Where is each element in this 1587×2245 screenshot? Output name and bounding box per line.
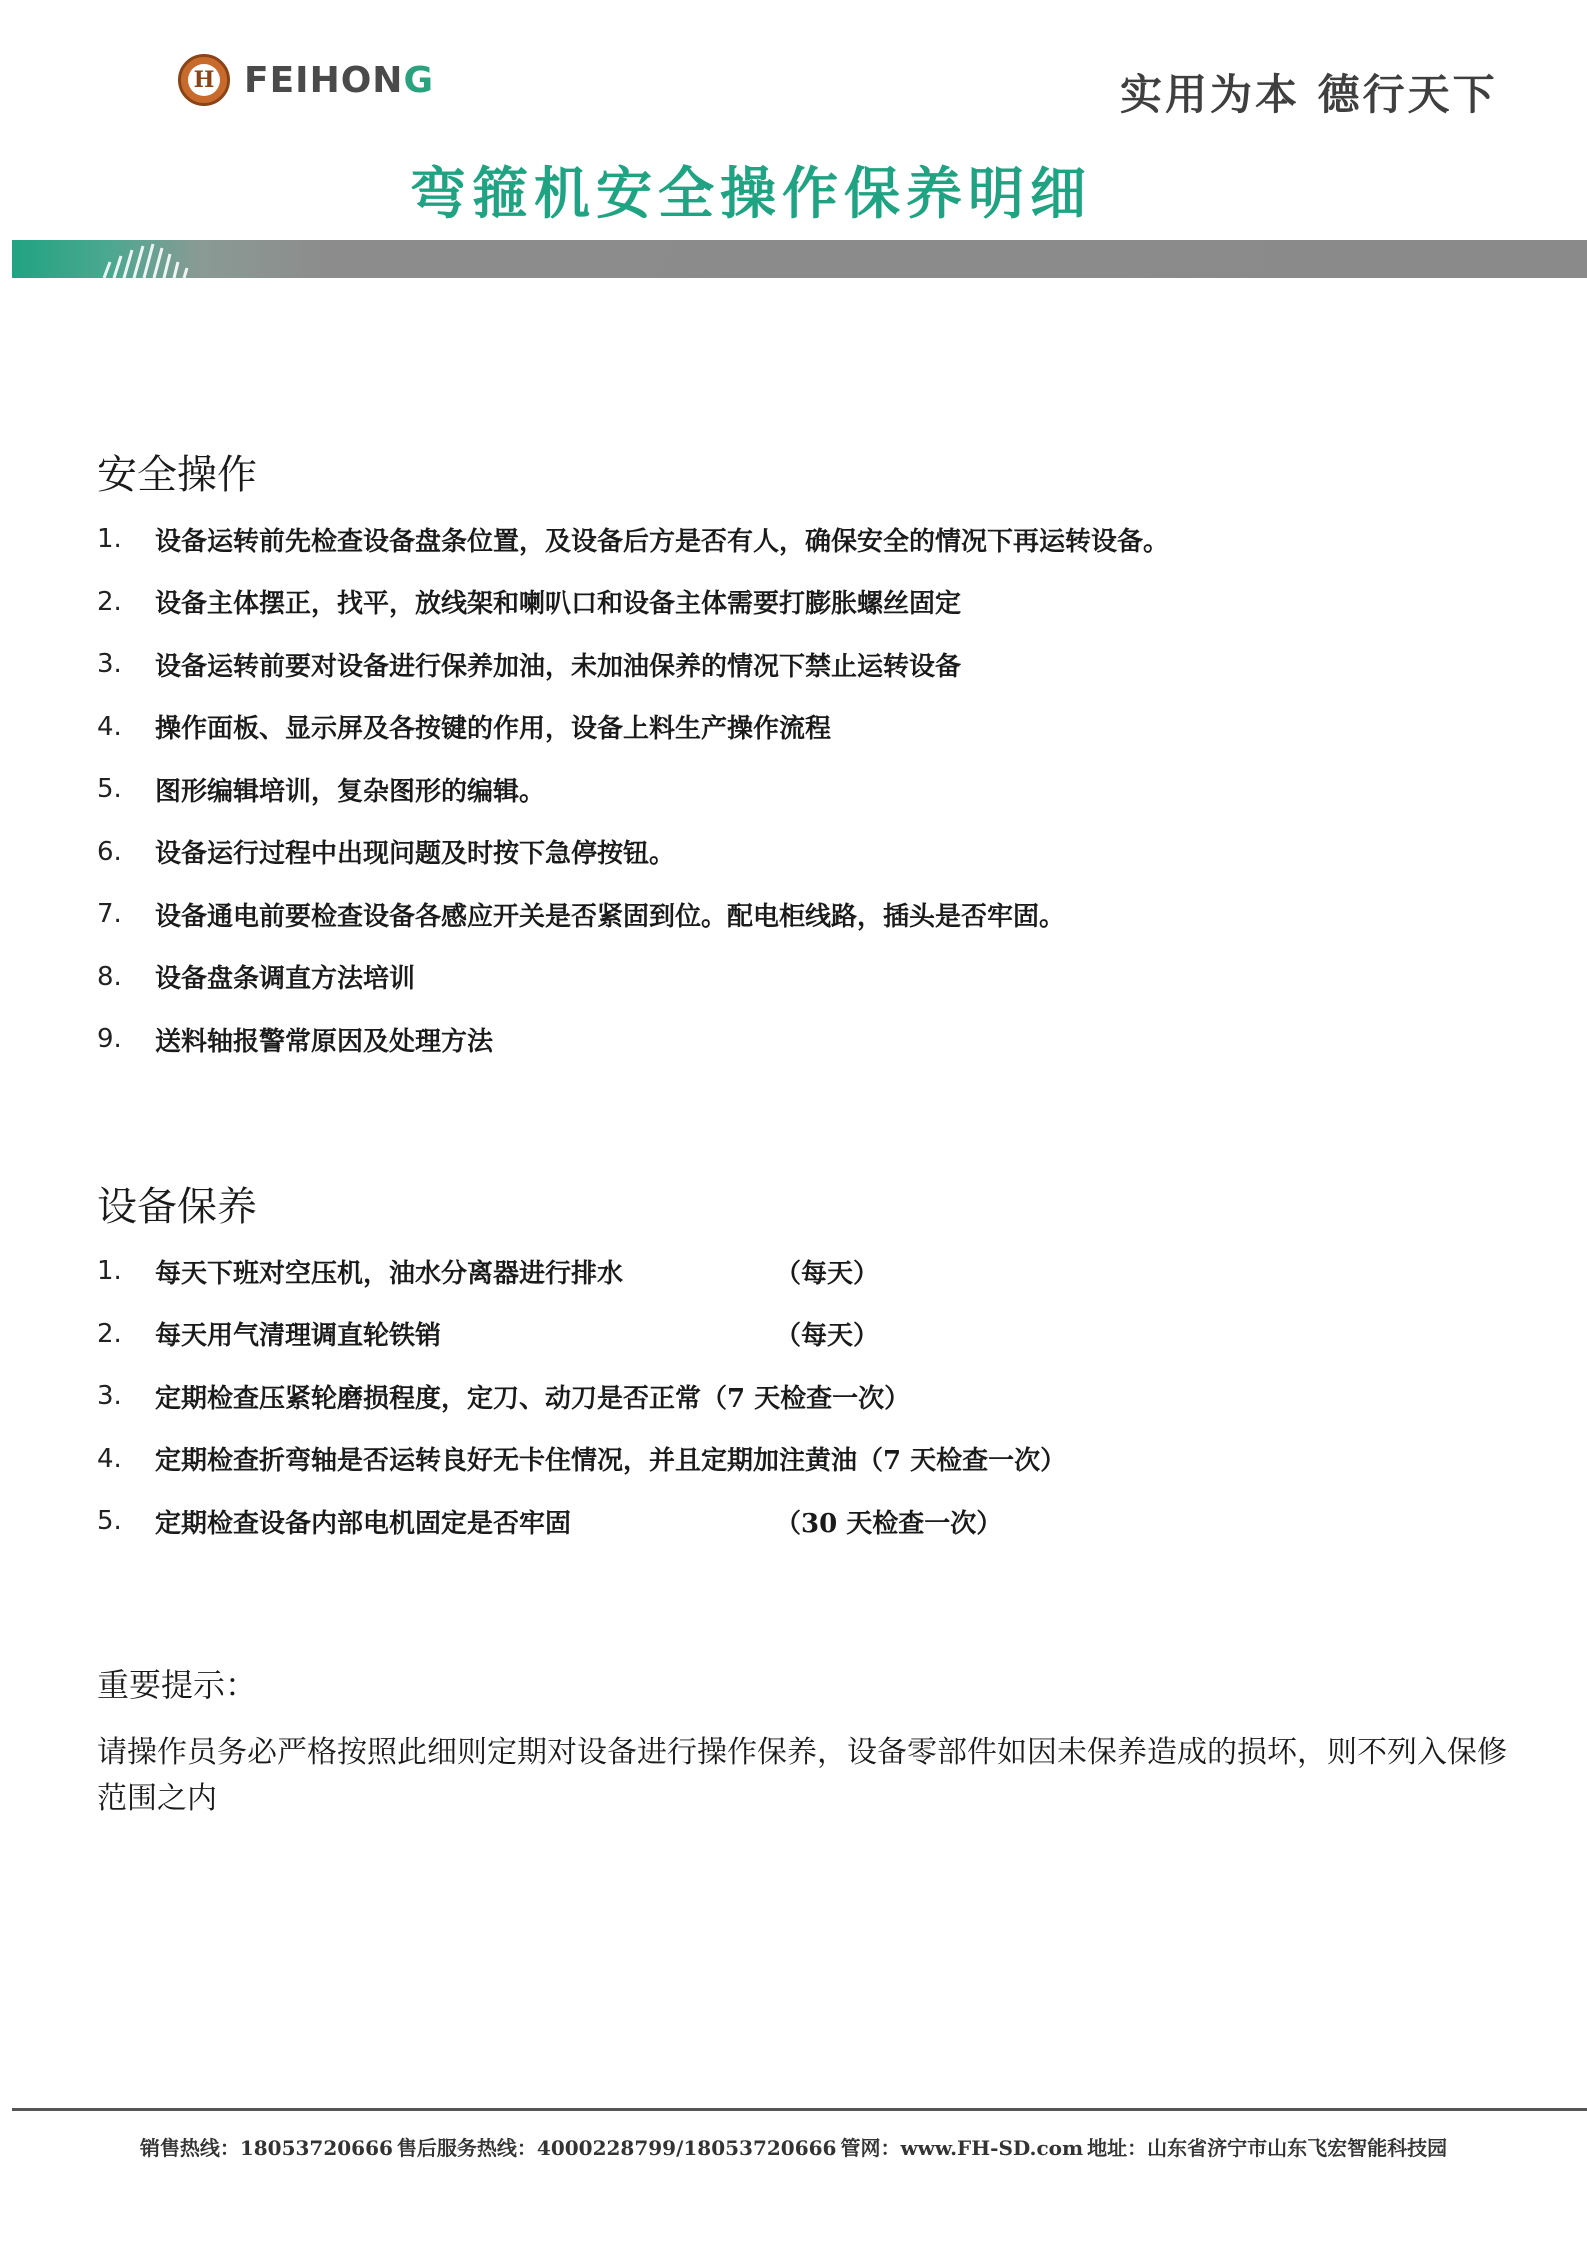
- item-text: 每天下班对空压机，油水分离器进行排水: [155, 1258, 624, 1289]
- list-item: [97, 1240, 1066, 1303]
- list-item: [97, 571, 1169, 634]
- item-number: 3.: [97, 1381, 122, 1412]
- item-number: 1.: [97, 1256, 122, 1287]
- maintenance-heading: 设备保养: [97, 1184, 257, 1230]
- list-item: [97, 1303, 1066, 1366]
- company-slogan: 实用为本 德行天下: [1120, 70, 1498, 119]
- item-number: 2.: [97, 586, 122, 617]
- footer-website: 管网：www.FH-SD.com: [840, 2136, 1084, 2160]
- list-item: [97, 946, 1169, 1009]
- item-text: 送料轴报警常原因及处理方法: [155, 1026, 494, 1057]
- item-text: 定期检查设备内部电机固定是否牢固: [155, 1508, 572, 1539]
- logo-emblem-letter: H: [188, 64, 220, 96]
- item-frequency: （7 天检查一次）: [701, 1383, 911, 1414]
- list-item: [97, 508, 1169, 571]
- logo-wordmark-main: FEIHON: [244, 59, 404, 101]
- item-number: 4.: [97, 1443, 122, 1474]
- item-text: 设备通电前要检查设备各感应开关是否紧固到位。配电柜线路，插头是否牢固。: [155, 901, 1066, 932]
- logo-wordmark-accent: G: [403, 59, 435, 101]
- item-frequency: （30 天检查一次）: [775, 1508, 1003, 1539]
- item-frequency: （每天）: [775, 1258, 880, 1289]
- document-title: 弯箍机安全操作保养明细: [410, 161, 1092, 227]
- footer-divider: [12, 2108, 1587, 2111]
- list-item: [97, 883, 1169, 946]
- footer-address: 地址：山东省济宁市山东飞宏智能科技园: [1087, 2136, 1448, 2160]
- item-number: 7.: [97, 899, 122, 930]
- maintenance-section: [97, 1175, 1066, 1553]
- notice-body: 请操作员务必严格按照此细则定期对设备进行操作保养，设备零部件如因未保养造成的损坏，则不列入保修范围之内: [97, 1735, 1507, 1816]
- footer-sales-hotline: 销售热线：18053720666: [139, 2136, 393, 2160]
- item-text: 每天用气清理调直轮铁销: [155, 1321, 442, 1352]
- logo-wordmark: [244, 60, 434, 101]
- maintenance-list: [97, 1240, 1066, 1553]
- item-text: 设备盘条调直方法培训: [155, 964, 416, 995]
- item-number: 5.: [97, 774, 122, 805]
- footer-contact: [0, 2132, 1587, 2161]
- safety-list: [97, 508, 1169, 1071]
- list-item: [97, 758, 1169, 821]
- list-item: [97, 1365, 1066, 1428]
- item-number: 1.: [97, 524, 122, 555]
- safety-heading: 安全操作: [97, 452, 257, 498]
- list-item: [97, 1490, 1066, 1553]
- safety-section: [97, 443, 1169, 1071]
- item-text: 定期检查折弯轴是否运转良好无卡住情况，并且定期加注黄油: [155, 1446, 858, 1477]
- list-item: [97, 1008, 1169, 1071]
- item-number: 6.: [97, 836, 122, 867]
- item-frequency: （7 天检查一次）: [857, 1446, 1067, 1477]
- item-text: 定期检查压紧轮磨损程度，定刀、动刀是否正常: [155, 1383, 702, 1414]
- item-text: 设备运行过程中出现问题及时按下急停按钮。: [155, 839, 676, 870]
- item-text: 设备运转前先检查设备盘条位置，及设备后方是否有人，确保安全的情况下再运转设备。: [155, 526, 1170, 557]
- list-item: [97, 1428, 1066, 1491]
- logo-emblem-icon: [178, 54, 230, 106]
- item-number: 8.: [97, 961, 122, 992]
- item-text: 操作面板、显示屏及各按键的作用，设备上料生产操作流程: [155, 714, 832, 745]
- list-item: [97, 633, 1169, 696]
- notice-title: 重要提示：: [97, 1666, 258, 1704]
- list-item: [97, 696, 1169, 759]
- item-number: 2.: [97, 1318, 122, 1349]
- item-text: 图形编辑培训，复杂图形的编辑。: [155, 776, 546, 807]
- item-text: 设备运转前要对设备进行保养加油，未加油保养的情况下禁止运转设备: [155, 651, 962, 682]
- item-number: 9.: [97, 1024, 122, 1055]
- company-logo: [178, 52, 434, 108]
- footer-service-hotline: 售后服务热线：4000228799/18053720666: [396, 2136, 837, 2160]
- list-item: [97, 821, 1169, 884]
- item-number: 5.: [97, 1506, 122, 1537]
- item-number: 4.: [97, 711, 122, 742]
- item-number: 3.: [97, 649, 122, 680]
- item-frequency: （每天）: [775, 1321, 880, 1352]
- item-text: 设备主体摆正，找平，放线架和喇叭口和设备主体需要打膨胀螺丝固定: [155, 589, 962, 620]
- header-band: [12, 240, 1587, 278]
- notice-section: [97, 1660, 1517, 1822]
